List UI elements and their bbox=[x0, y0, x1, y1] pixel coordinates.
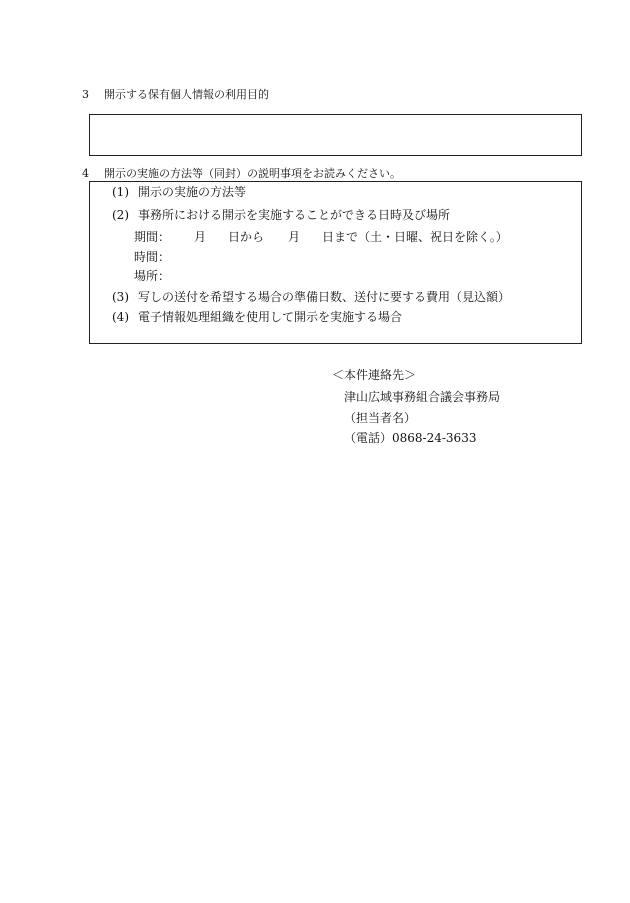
period-row bbox=[134, 229, 508, 245]
item-4-text: 電子情報処理組織を使用して開示を実施する場合 bbox=[138, 310, 403, 324]
section-4-title-text: 開示の実施の方法等（同封）の説明事項をお読みください。 bbox=[104, 167, 401, 180]
section-3-number: 3 bbox=[82, 88, 89, 101]
item-1-number: (1) bbox=[112, 185, 129, 199]
place-label: 場所： bbox=[134, 269, 171, 283]
contact-organization: 津山広域事務組合議会事務局 bbox=[344, 390, 501, 404]
item-4 bbox=[112, 309, 402, 325]
item-1-text: 開示の実施の方法等 bbox=[138, 185, 247, 199]
period-month-1: 月 bbox=[194, 230, 207, 244]
item-4-number: (4) bbox=[112, 310, 129, 324]
place-row bbox=[134, 268, 170, 284]
purpose-box bbox=[89, 114, 582, 156]
item-3-number: (3) bbox=[112, 290, 129, 304]
item-1 bbox=[112, 184, 246, 200]
section-4-title bbox=[82, 167, 401, 181]
section-3-title-text: 開示する保有個人情報の利用目的 bbox=[104, 88, 269, 101]
period-day-1: 日から bbox=[228, 230, 265, 244]
item-2-text: 事務所における開示を実施することができる日時及び場所 bbox=[138, 208, 451, 222]
item-2 bbox=[112, 207, 450, 223]
time-label: 時間： bbox=[134, 250, 171, 264]
item-3 bbox=[112, 289, 510, 305]
section-4-number: 4 bbox=[82, 167, 89, 180]
section-3-title bbox=[82, 88, 269, 102]
item-2-number: (2) bbox=[112, 208, 129, 222]
item-3-text: 写しの送付を希望する場合の準備日数、送付に要する費用（見込額） bbox=[138, 290, 511, 304]
period-label: 期間： bbox=[134, 230, 171, 244]
period-month-2: 月 bbox=[288, 230, 301, 244]
contact-heading: ＜本件連絡先＞ bbox=[332, 368, 417, 382]
contact-person: （担当者名） bbox=[344, 411, 417, 425]
contact-phone: （電話）0868-24-3633 bbox=[344, 431, 477, 445]
period-day-2: 日まで（土・日曜、祝日を除く。） bbox=[322, 230, 508, 244]
time-row bbox=[134, 249, 170, 265]
